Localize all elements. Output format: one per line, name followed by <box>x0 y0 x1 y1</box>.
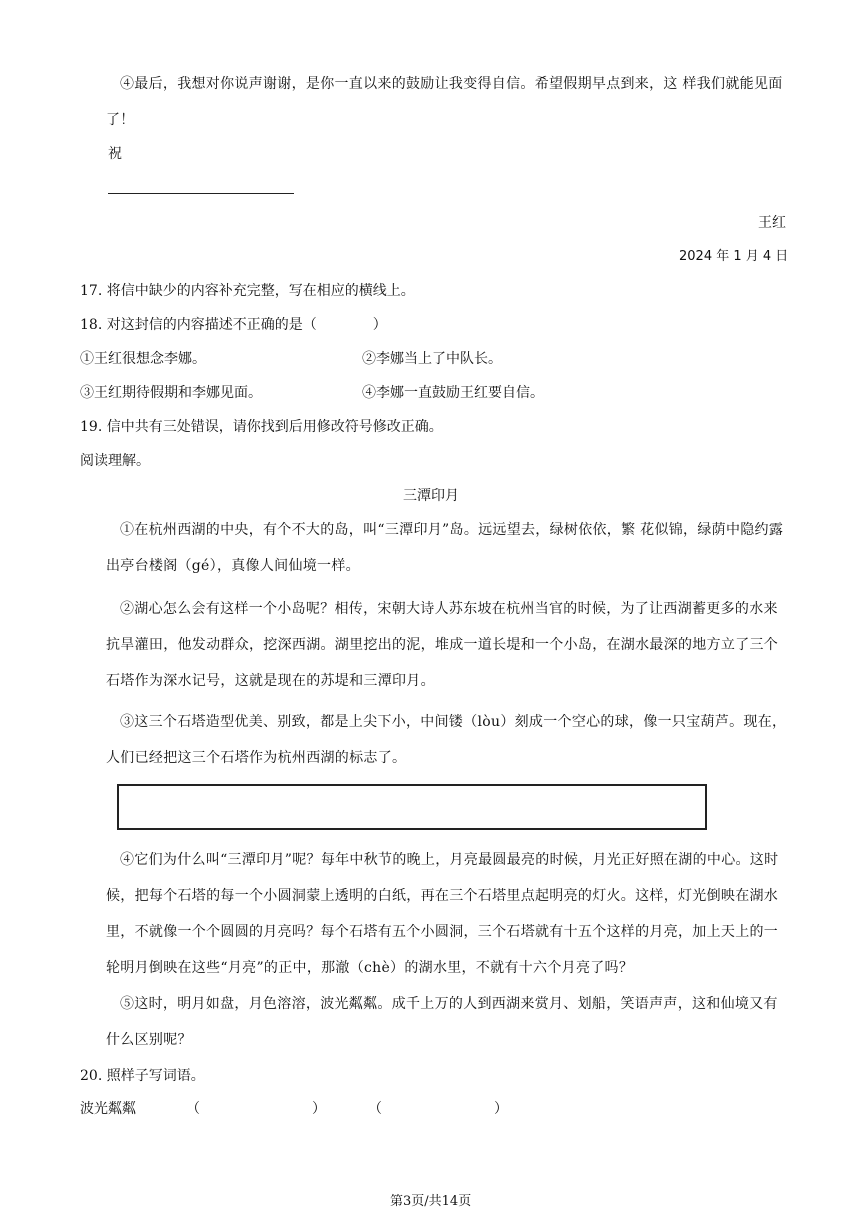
question-18: 18. 对这封信的内容描述不正确的是（ ） <box>80 317 387 333</box>
reading-paragraph-5: ⑤这时，明月如盘，月色溶溶，波光粼粼。成千上万的人到西湖来赏月、划船，笑语声声，这和仙境又有什么区别呢？ <box>106 996 778 1048</box>
reading-paragraph-1: ①在杭州西湖的中央，有个不大的岛，叫“三潭印月”岛。远远望去，绿树依依，繁 花似锦，绿荫中隐约露出亭台楼阁（gé），真像人间仙境一样。 <box>106 522 784 574</box>
q20-blank-2[interactable]: （ ） <box>368 1101 508 1117</box>
greeting-blank-line <box>108 193 294 194</box>
reading-paragraph-4: ④它们为什么叫“三潭印月”呢？每年中秋节的晚上，月亮最圆最亮的时候，月光正好照在湖的中心。这时候，把每个石塔的每一个小圆洞蒙上透明的白纸，再在三个石塔里点起明亮的灯火。这样，灯光倒映在湖水里，不就像一个个圆圆的月亮吗？每个石塔有五个小圆洞，三个石塔就有十五个这样的月亮，加上天上的一轮明月倒映在这些“月亮”的正中，那澈（chè）的湖水里，不就有十六个月亮了吗？ <box>106 852 779 976</box>
question-20: 20. 照样子写词语。 <box>80 1068 205 1084</box>
reading-title: 三潭印月 <box>403 488 459 504</box>
page-number: 第3页/共14页 <box>390 1194 472 1209</box>
letter-date: 2024 年 1 月 4 日 <box>679 249 789 264</box>
answer-box[interactable] <box>117 784 707 830</box>
reading-paragraph-2: ②湖心怎么会有这样一个小岛呢？相传，宋朝大诗人苏东坡在杭州当官的时候，为了让西湖蓄更多的水来抗旱灌田，他发动群众，挖深西湖。湖里挖出的泥，堆成一道长堤和一个小岛，在湖水最深的地方立了三个石塔作为深水记号，这就是现在的苏堤和三潭印月。 <box>106 601 779 689</box>
q20-example: 波光粼粼 <box>80 1101 136 1117</box>
letter-greeting: 祝 <box>108 146 122 162</box>
q18-option-1: ①王红很想念李娜。 <box>80 351 206 367</box>
reading-section-label: 阅读理解。 <box>80 453 150 469</box>
reading-paragraph-3: ③这三个石塔造型优美、别致，都是上尖下小，中间镂（lòu）刻成一个空心的球，像一只宝葫芦。现在，人们已经把这三个石塔作为杭州西湖的标志了。 <box>106 714 787 766</box>
question-19: 19. 信中共有三处错误，请你找到后用修改符号修改正确。 <box>80 419 443 435</box>
question-17: 17. 将信中缺少的内容补充完整，写在相应的横线上。 <box>80 283 415 299</box>
q18-option-3: ③王红期待假期和李娜见面。 <box>80 385 262 401</box>
q20-blank-1[interactable]: （ ） <box>186 1101 326 1117</box>
letter-signature: 王红 <box>758 215 786 231</box>
letter-paragraph-4: ④最后，我想对你说声谢谢，是你一直以来的鼓励让我变得自信。希望假期早点到来，这 样我们就能见面了！ <box>106 76 783 128</box>
q18-option-4: ④李娜一直鼓励王红要自信。 <box>362 385 544 401</box>
q18-option-2: ②李娜当上了中队长。 <box>362 351 502 367</box>
